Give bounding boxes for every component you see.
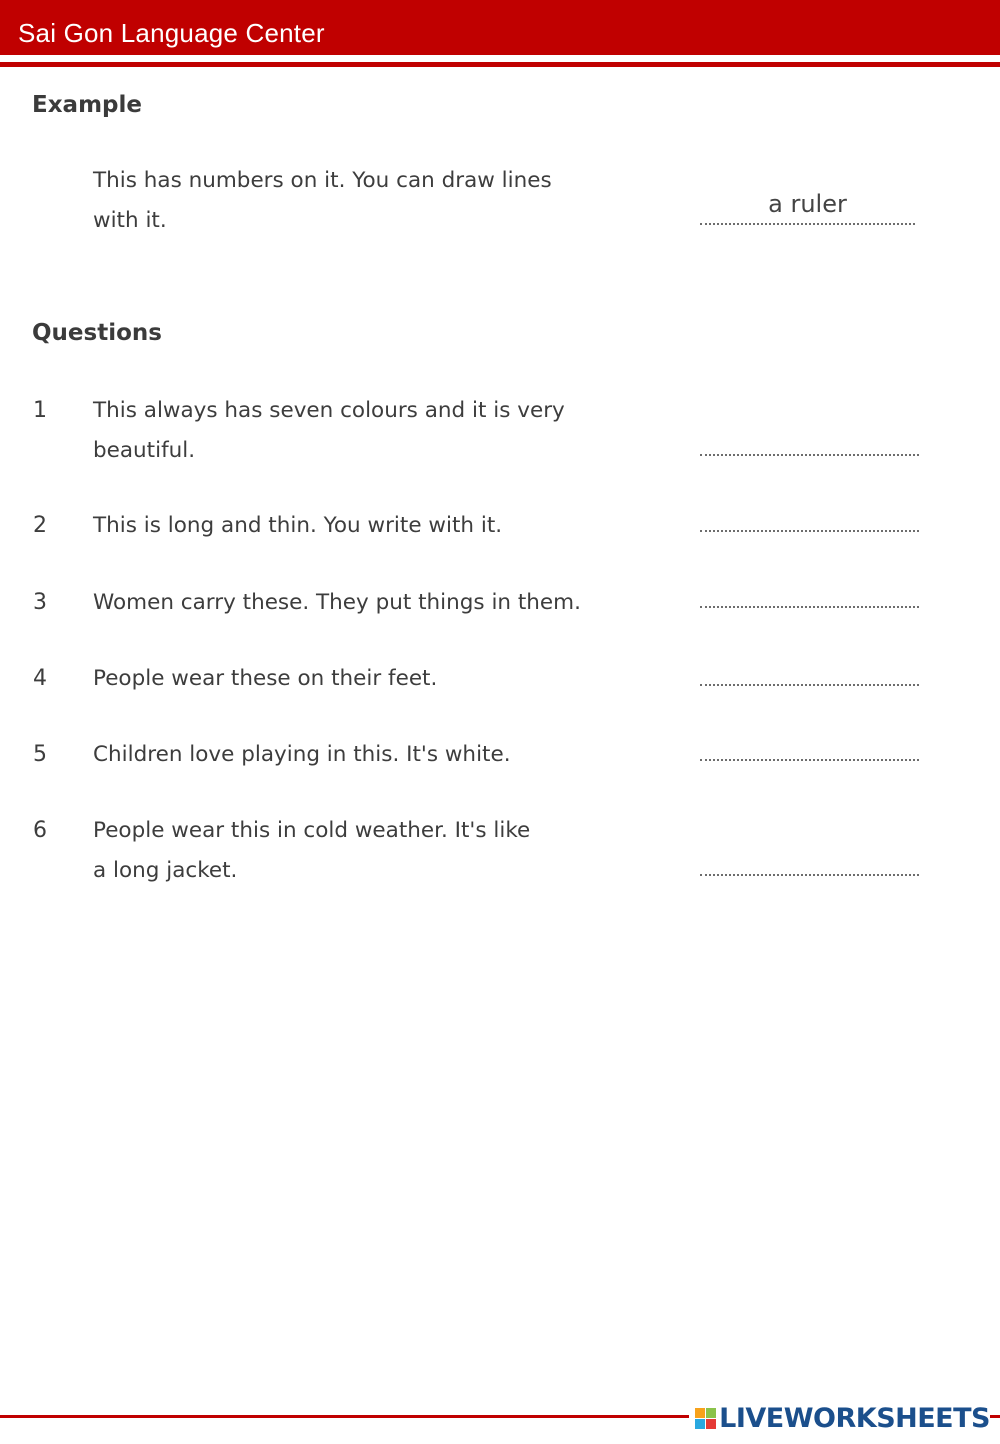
question-line-1: Women carry these. They put things in them.	[93, 590, 581, 615]
questions-heading: Questions	[32, 320, 162, 346]
question-line-1: This is long and thin. You write with it.	[93, 513, 503, 538]
question-text	[93, 506, 653, 546]
answer-input-3[interactable]	[700, 578, 919, 608]
page-title: Sai Gon Language Center	[18, 18, 325, 48]
answer-input-1[interactable]	[700, 426, 919, 456]
logo-mark-icon	[695, 1408, 716, 1429]
question-line-2: a long jacket.	[93, 858, 238, 883]
answer-input-5[interactable]	[700, 731, 919, 761]
logo-square-icon	[695, 1419, 705, 1429]
example-heading: Example	[32, 92, 142, 118]
question-text	[93, 659, 653, 699]
question-number: 2	[33, 513, 47, 538]
answer-input-4[interactable]	[700, 656, 919, 686]
question-number: 6	[33, 818, 47, 843]
question-line-2: beautiful.	[93, 438, 196, 463]
example-answer-line	[700, 223, 915, 225]
example-line-2: with it.	[93, 208, 167, 233]
example-line-1: This has numbers on it. You can draw lines	[93, 168, 552, 193]
logo-square-icon	[695, 1408, 705, 1418]
header-divider	[0, 62, 1000, 67]
logo-square-icon	[706, 1408, 716, 1418]
liveworksheets-logo[interactable]	[689, 1403, 990, 1434]
question-line-1: This always has seven colours and it is very	[93, 398, 565, 423]
answer-input-6[interactable]	[700, 846, 919, 876]
question-text	[93, 391, 653, 471]
answer-input-2[interactable]	[700, 502, 919, 532]
question-text	[93, 735, 653, 775]
example-text	[93, 161, 653, 241]
question-number: 4	[33, 666, 47, 691]
example-answer: a ruler	[768, 190, 847, 218]
logo-text: LIVEWORKSHEETS	[719, 1403, 990, 1434]
question-line-1: People wear this in cold weather. It's like	[93, 818, 531, 843]
question-number: 3	[33, 590, 47, 615]
question-number: 1	[33, 398, 47, 423]
question-text	[93, 583, 653, 623]
question-line-1: People wear these on their feet.	[93, 666, 438, 691]
logo-square-icon	[706, 1419, 716, 1429]
question-number: 5	[33, 742, 47, 767]
question-text	[93, 811, 653, 891]
question-line-1: Children love playing in this. It's white.	[93, 742, 511, 767]
